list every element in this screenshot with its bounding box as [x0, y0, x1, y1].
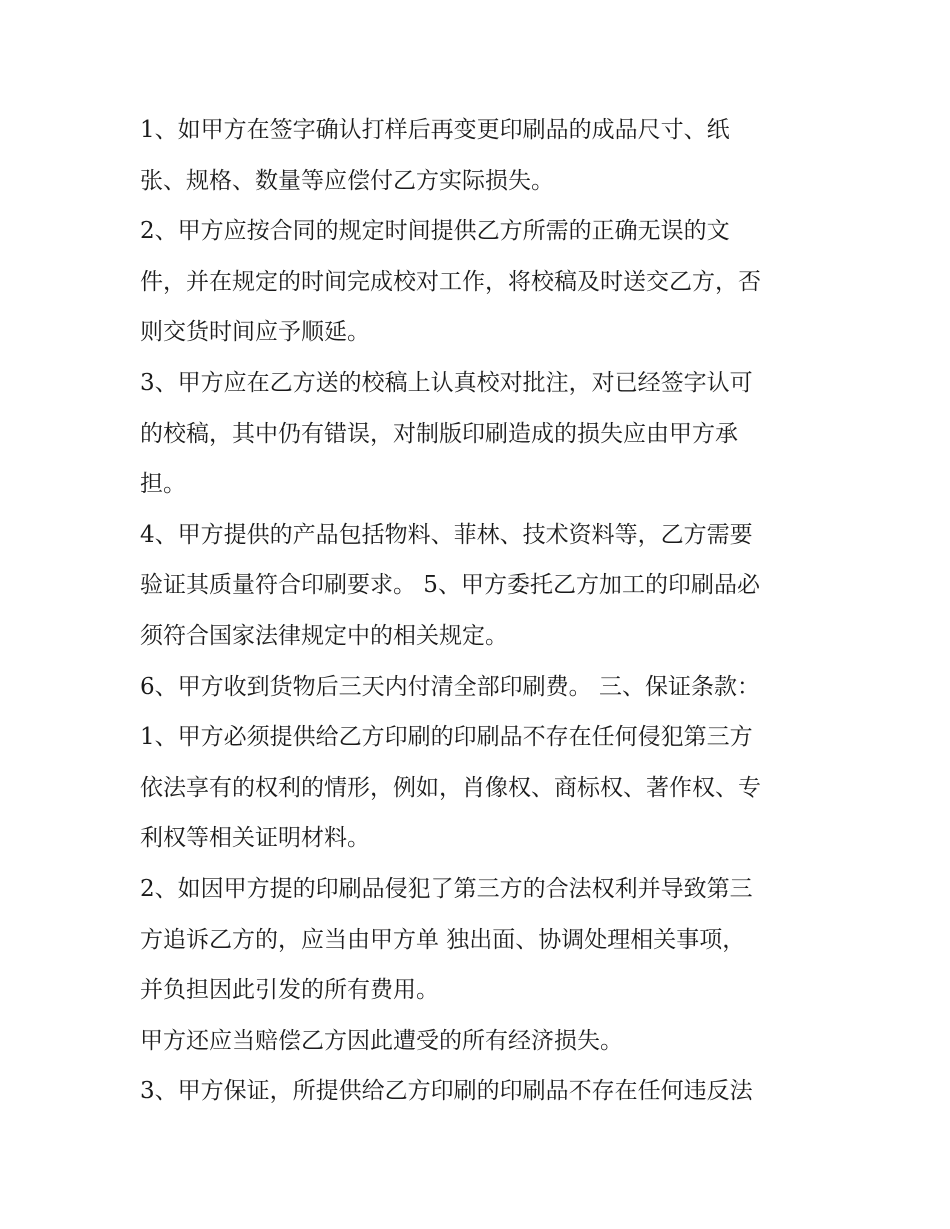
text-line: 4、甲方提供的产品包括物料、菲林、技术资料等，乙方需要: [140, 521, 753, 548]
text-line: 甲方还应当赔偿乙方因此遭受的所有经济损失。: [140, 1027, 623, 1054]
text-line: 担。: [140, 471, 186, 498]
text-line: 验证其质量符合印刷要求。 5、甲方委托乙方加工的印刷品必: [140, 572, 760, 599]
text-line: 1、如甲方在签字确认打样后再变更印刷品的成品尺寸、纸: [140, 117, 730, 143]
text-line: 利权等相关证明材料。: [140, 825, 370, 852]
text-line: 2、甲方应按合同的规定时间提供乙方所需的正确无误的文: [140, 218, 730, 245]
text-line: 2、如因甲方提的印刷品侵犯了第三方的合法权利并导致第三: [140, 875, 753, 902]
text-line: 3、甲方保证，所提供给乙方印刷的印刷品不存在任何违反法: [140, 1078, 753, 1105]
text-line: 须符合国家法律规定中的相关规定。: [140, 622, 508, 649]
text-line: 依法享有的权利的情形，例如，肖像权、商标权、著作权、专: [140, 774, 761, 801]
text-line: 张、规格、数量等应偿付乙方实际损失。: [140, 167, 554, 194]
contract-text: [140, 105, 820, 1117]
text-line: 方追诉乙方的，应当由甲方单 独出面、协调处理相关事项，: [140, 926, 746, 953]
text-line: 并负担因此引发的所有费用。: [140, 977, 439, 1004]
text-line: 1、甲方必须提供给乙方印刷的印刷品不存在任何侵犯第三方: [140, 724, 753, 751]
text-line: 的校稿，其中仍有错误，对制版印刷造成的损失应由甲方承: [140, 420, 738, 447]
text-line: 6、甲方收到货物后三天内付清全部印刷费。 三、保证条款：: [140, 673, 760, 700]
text-line: 3、甲方应在乙方送的校稿上认真校对批注，对已经签字认可: [140, 369, 753, 396]
text-line: 则交货时间应予顺延。: [140, 319, 370, 346]
text-line: 件，并在规定的时间完成校对工作，将校稿及时送交乙方，否: [140, 268, 761, 295]
